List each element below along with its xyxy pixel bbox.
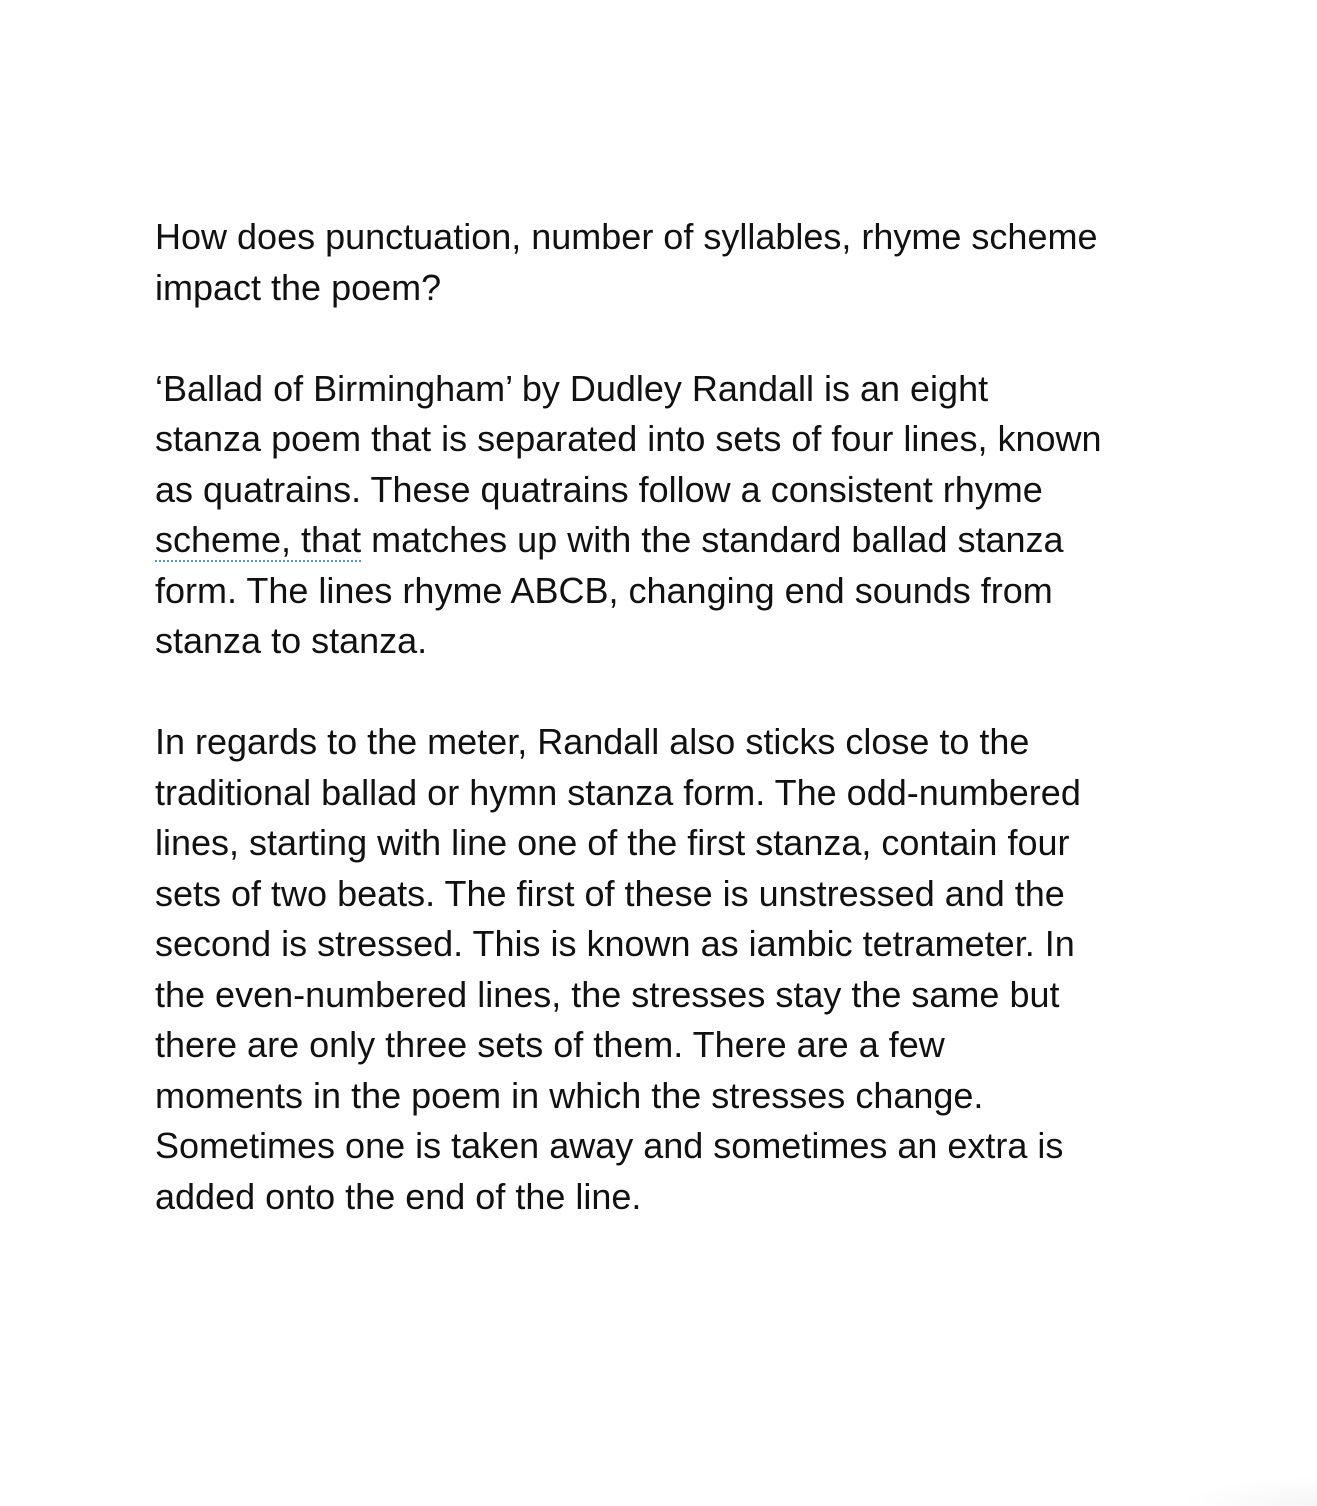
text-line: stanza to stanza. xyxy=(155,620,428,661)
document-body[interactable] xyxy=(155,212,1195,1222)
rhyme-paragraph xyxy=(155,364,1195,667)
text-line: added onto the end of the line. xyxy=(155,1175,642,1217)
text-line: ‘Ballad of Birmingham’ by Dudley Randall is an eight xyxy=(155,367,989,409)
text-line: lines, starting with line one of the first stanza, contain four xyxy=(155,822,1070,863)
question-paragraph xyxy=(155,212,1195,313)
text-line: sets of two beats. The first of these is unstressed and the xyxy=(155,872,1065,914)
page-corner-shadow xyxy=(1177,1476,1317,1506)
text-line: form. The lines rhyme ABCB, changing end sounds from xyxy=(155,569,1053,611)
text-line: In regards to the meter, Randall also sticks close to the xyxy=(155,721,1030,762)
text-line: matches up with the standard ballad stanza xyxy=(361,519,1064,560)
text-line: as quatrains. These quatrains follow a consistent rhyme xyxy=(155,468,1043,510)
grammar-suggestion-mark[interactable]: scheme, that xyxy=(155,519,362,560)
text-line: stanza poem that is separated into sets of four lines, known xyxy=(155,418,1102,459)
paragraph-spacer xyxy=(155,313,1195,364)
text-line: there are only three sets of them. There are a few xyxy=(155,1024,945,1065)
text-line: moments in the poem in which the stresses change. xyxy=(155,1074,984,1116)
text-line: the even-numbered lines, the stresses stay the same but xyxy=(155,973,1060,1015)
text-line: second is stressed. This is known as iambic tetrameter. In xyxy=(155,923,1075,964)
meter-paragraph xyxy=(155,717,1195,1222)
paragraph-spacer xyxy=(155,667,1195,718)
text-line: Sometimes one is taken away and sometimes an extra is xyxy=(155,1125,1064,1166)
question-line: impact the poem? xyxy=(155,266,442,308)
question-line: How does punctuation, number of syllables, rhyme scheme xyxy=(155,216,1098,257)
text-line: traditional ballad or hymn stanza form. The odd-numbered xyxy=(155,771,1081,813)
